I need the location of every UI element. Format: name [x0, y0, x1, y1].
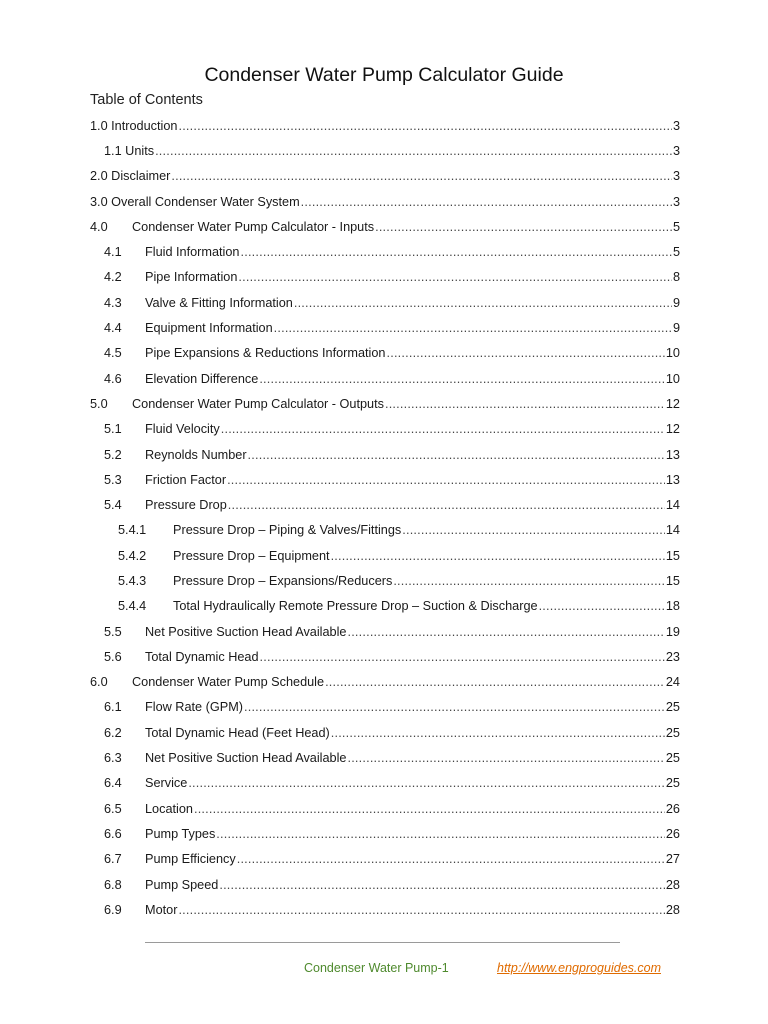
toc-entry-title: Valve & Fitting Information [145, 295, 293, 310]
toc-entry[interactable] [90, 366, 680, 391]
toc-entry-title: Pressure Drop [145, 498, 227, 513]
toc-entry-page: 12 [665, 396, 680, 411]
toc-entry-number: 4.4 [104, 321, 122, 336]
toc-dot-leader [188, 776, 665, 790]
toc-entry-title: Total Dynamic Head [145, 649, 259, 664]
toc-entry[interactable] [90, 265, 680, 290]
toc-entry[interactable] [90, 847, 680, 872]
toc-dot-leader [393, 574, 665, 588]
toc-entry[interactable] [90, 796, 680, 821]
toc-entry-number: 5.2 [104, 447, 122, 462]
toc-entry-title: Net Positive Suction Head Available [145, 624, 347, 639]
toc-entry-number: 5.4 [104, 498, 122, 513]
toc-dot-leader [237, 852, 665, 866]
toc-entry-number: 4.6 [104, 371, 122, 386]
toc-entry-number: 5.3 [104, 472, 122, 487]
toc-entry-title: Pipe Information [145, 270, 238, 285]
toc-entry-page: 13 [665, 472, 680, 487]
toc-dot-leader [241, 245, 672, 259]
toc-entry-number: 5.0 [90, 396, 108, 411]
toc-entry-title: Total Hydraulically Remote Pressure Drop – Suction & Discharge [173, 599, 538, 614]
toc-entry[interactable] [90, 543, 680, 568]
toc-entry-title: Reynolds Number [145, 447, 247, 462]
toc-dot-leader [178, 119, 671, 133]
toc-entry-title: 3.0 Overall Condenser Water System [90, 194, 300, 209]
toc-entry[interactable] [90, 113, 680, 138]
toc-entry[interactable] [90, 897, 680, 922]
toc-entry-number: 6.1 [104, 700, 122, 715]
toc-dot-leader [301, 195, 672, 209]
toc-entry[interactable] [90, 821, 680, 846]
toc-entry-title: Location [145, 801, 193, 816]
toc-entry-title: Equipment Information [145, 321, 273, 336]
toc-entry-page: 14 [665, 498, 680, 513]
toc-entry-page: 3 [672, 143, 680, 158]
toc-entry-title: Motor [145, 902, 178, 917]
toc-dot-leader [248, 448, 665, 462]
toc-entry-number: 6.4 [104, 776, 122, 791]
toc-entry-number: 6.6 [104, 826, 122, 841]
toc-entry-title: Condenser Water Pump Schedule [132, 675, 325, 690]
toc-entry-number: 5.5 [104, 624, 122, 639]
toc-dot-leader [402, 523, 665, 537]
toc-entry[interactable] [90, 239, 680, 264]
toc-dot-leader [259, 372, 665, 386]
toc-entry[interactable] [90, 467, 680, 492]
toc-entry[interactable] [90, 518, 680, 543]
toc-entry-page: 14 [665, 523, 680, 538]
toc-entry-title: Pressure Drop – Piping & Valves/Fittings [173, 523, 402, 538]
toc-entry-number: 6.8 [104, 877, 122, 892]
toc-entry-title: Pump Types [145, 826, 216, 841]
toc-entry[interactable] [90, 670, 680, 695]
toc-dot-leader [228, 498, 665, 512]
toc-entry-number: 4.2 [104, 270, 122, 285]
toc-entry-title: 1.1 Units [104, 143, 155, 158]
toc-entry-number: 4.5 [104, 346, 122, 361]
toc-dot-leader [260, 650, 665, 664]
toc-entry[interactable] [90, 417, 680, 442]
toc-dot-leader [347, 751, 664, 765]
toc-dot-leader [155, 144, 672, 158]
toc-entry[interactable] [90, 214, 680, 239]
toc-entry-page: 5 [672, 245, 680, 260]
toc-entry[interactable] [90, 720, 680, 745]
toc-dot-leader [539, 599, 665, 613]
toc-entry[interactable] [90, 771, 680, 796]
toc-entry-page: 10 [665, 346, 680, 361]
toc-entry-page: 18 [665, 599, 680, 614]
toc-entry-number: 5.4.2 [118, 548, 147, 563]
toc-entry-number: 5.4.3 [118, 573, 147, 588]
toc-entry-page: 28 [665, 902, 680, 917]
toc-entry[interactable] [90, 594, 680, 619]
table-of-contents [90, 113, 680, 923]
toc-entry-number: 4.3 [104, 295, 122, 310]
toc-entry-number: 5.4.4 [118, 599, 147, 614]
toc-entry-number: 5.1 [104, 422, 122, 437]
toc-dot-leader [219, 878, 665, 892]
toc-entry-title: Pipe Expansions & Reductions Information [145, 346, 386, 361]
toc-entry[interactable] [90, 442, 680, 467]
toc-entry-page: 25 [665, 725, 680, 740]
toc-entry[interactable] [90, 138, 680, 163]
toc-entry-page: 26 [665, 826, 680, 841]
toc-entry[interactable] [90, 492, 680, 517]
toc-entry-title: 2.0 Disclaimer [90, 169, 171, 184]
toc-entry-page: 9 [672, 295, 680, 310]
toc-dot-leader [325, 675, 665, 689]
toc-entry-page: 5 [672, 219, 680, 234]
toc-entry-page: 25 [665, 751, 680, 766]
toc-entry-title: Elevation Difference [145, 371, 259, 386]
toc-entry-page: 28 [665, 877, 680, 892]
toc-entry-title: Service [145, 776, 188, 791]
toc-entry-title: Fluid Information [145, 245, 240, 260]
toc-entry-title: Pressure Drop – Expansions/Reducers [173, 573, 393, 588]
toc-dot-leader [387, 346, 665, 360]
toc-entry-page: 3 [672, 118, 680, 133]
toc-entry-number: 4.0 [90, 219, 108, 234]
toc-entry-title: Pressure Drop – Equipment [173, 548, 330, 563]
page-title: Condenser Water Pump Calculator Guide [204, 64, 564, 86]
toc-entry[interactable] [90, 189, 680, 214]
toc-entry-number: 6.9 [104, 902, 122, 917]
toc-entry-title: Pump Efficiency [145, 852, 236, 867]
footer-label: Condenser Water Pump-1 [304, 961, 449, 975]
toc-entry-page: 13 [665, 447, 680, 462]
toc-dot-leader [244, 700, 665, 714]
toc-entry[interactable] [90, 341, 680, 366]
toc-entry-page: 8 [672, 270, 680, 285]
toc-dot-leader [331, 549, 665, 563]
toc-entry-number: 5.4.1 [118, 523, 147, 538]
toc-entry[interactable] [90, 619, 680, 644]
toc-dot-leader [375, 220, 672, 234]
toc-entry-page: 9 [672, 321, 680, 336]
toc-entry[interactable] [90, 391, 680, 416]
toc-entry-title: 1.0 Introduction [90, 118, 178, 133]
toc-entry-title: Condenser Water Pump Calculator - Outputs [132, 396, 384, 411]
toc-entry-number: 4.1 [104, 245, 122, 260]
toc-dot-leader [385, 397, 665, 411]
toc-entry[interactable] [90, 872, 680, 897]
toc-entry-number: 6.3 [104, 751, 122, 766]
toc-entry[interactable] [90, 568, 680, 593]
toc-entry-title: Net Positive Suction Head Available [145, 751, 347, 766]
toc-dot-leader [171, 169, 672, 183]
toc-entry[interactable] [90, 695, 680, 720]
toc-entry-page: 3 [672, 194, 680, 209]
toc-entry[interactable] [90, 290, 680, 315]
toc-entry[interactable] [90, 164, 680, 189]
toc-dot-leader [221, 422, 665, 436]
toc-entry-page: 3 [672, 169, 680, 184]
toc-dot-leader [238, 270, 672, 284]
toc-entry-number: 6.7 [104, 852, 122, 867]
toc-dot-leader [178, 903, 664, 917]
toc-entry-page: 25 [665, 776, 680, 791]
toc-entry-page: 10 [665, 371, 680, 386]
toc-dot-leader [274, 321, 672, 335]
toc-entry-page: 15 [665, 548, 680, 563]
toc-entry-page: 23 [665, 649, 680, 664]
toc-entry-page: 24 [665, 675, 680, 690]
toc-entry-number: 6.5 [104, 801, 122, 816]
toc-dot-leader [347, 625, 664, 639]
toc-entry-title: Flow Rate (GPM) [145, 700, 243, 715]
toc-entry-page: 25 [665, 700, 680, 715]
footer-divider [145, 942, 620, 943]
toc-entry-page: 26 [665, 801, 680, 816]
toc-entry-number: 6.2 [104, 725, 122, 740]
toc-dot-leader [294, 296, 672, 310]
toc-entry[interactable] [90, 745, 680, 770]
toc-heading: Table of Contents [90, 92, 203, 108]
toc-entry[interactable] [90, 644, 680, 669]
toc-entry[interactable] [90, 315, 680, 340]
toc-entry-page: 15 [665, 573, 680, 588]
toc-entry-title: Fluid Velocity [145, 422, 220, 437]
toc-entry-title: Friction Factor [145, 472, 227, 487]
toc-entry-number: 5.6 [104, 649, 122, 664]
footer-link[interactable]: http://www.engproguides.com [497, 961, 661, 975]
toc-entry-page: 27 [665, 852, 680, 867]
toc-entry-page: 19 [665, 624, 680, 639]
toc-entry-title: Total Dynamic Head (Feet Head) [145, 725, 330, 740]
toc-entry-title: Pump Speed [145, 877, 219, 892]
toc-dot-leader [331, 726, 665, 740]
toc-entry-number: 6.0 [90, 675, 108, 690]
toc-entry-title: Condenser Water Pump Calculator - Inputs [132, 219, 375, 234]
toc-dot-leader [194, 802, 665, 816]
toc-dot-leader [227, 473, 665, 487]
toc-entry-page: 12 [665, 422, 680, 437]
toc-dot-leader [216, 827, 665, 841]
